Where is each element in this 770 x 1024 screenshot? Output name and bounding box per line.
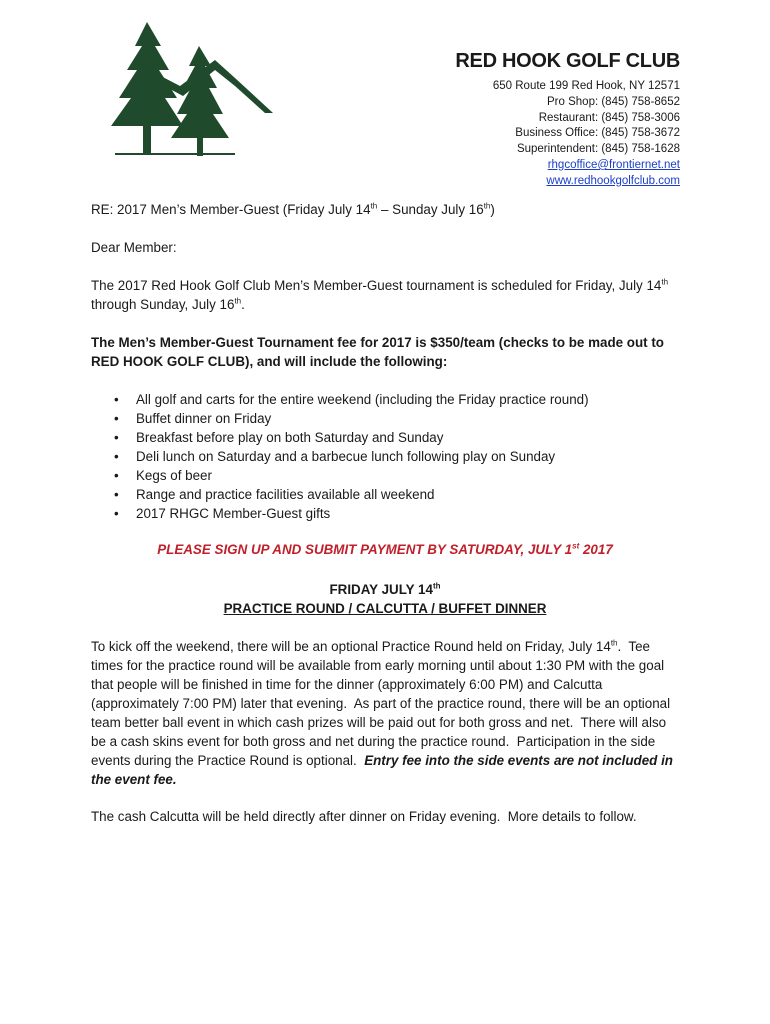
intro-sup-1: th xyxy=(661,277,669,287)
business-office-phone: Business Office: (845) 758-3672 xyxy=(515,127,680,140)
pro-shop-phone: Pro Shop: (845) 758-8652 xyxy=(547,95,680,108)
practice-text-1: To kick off the weekend, there will be an optional Practice Round held on Friday, July 14 xyxy=(91,639,611,654)
friday-subheading: PRACTICE ROUND / CALCUTTA / BUFFET DINNER xyxy=(223,601,547,616)
inclusions-list xyxy=(91,390,589,523)
subject-line xyxy=(91,200,681,219)
subject-sup-1: th xyxy=(370,201,378,211)
letterhead xyxy=(455,50,680,190)
club-name: RED HOOK GOLF CLUB xyxy=(455,50,680,72)
friday-heading-text: FRIDAY JULY 14 xyxy=(329,582,433,597)
list-item: • Deli lunch on Saturday and a barbecue lunch following play on Sunday xyxy=(91,447,589,466)
subject-text-middle: – Sunday July 16 xyxy=(377,202,484,217)
friday-heading-sup: th xyxy=(432,581,441,591)
friday-heading xyxy=(0,580,770,599)
list-item: • Breakfast before play on both Saturday and Sunday xyxy=(91,428,589,447)
club-logo-trees-mountains xyxy=(85,18,275,158)
website-link[interactable]: www.redhookgolfclub.com xyxy=(546,174,680,187)
intro-text-2: through Sunday, July 16 xyxy=(91,297,235,312)
practice-sup: th xyxy=(610,638,618,648)
signup-sup: st xyxy=(572,541,580,551)
list-item: • All golf and carts for the entire weekend (including the Friday practice round) xyxy=(91,390,589,409)
calcutta-note: The cash Calcutta will be held directly after dinner on Friday evening. More details to follow. xyxy=(91,809,637,824)
list-item: • Kegs of beer xyxy=(91,466,589,485)
subject-sup-2: th xyxy=(483,201,491,211)
subject-text: RE: 2017 Men’s Member-Guest (Friday July 14 xyxy=(91,202,371,217)
practice-round-paragraph xyxy=(91,637,681,789)
intro-text: The 2017 Red Hook Golf Club Men’s Member-Guest tournament is scheduled for Friday, July 14 xyxy=(91,278,662,293)
subject-text-end: ) xyxy=(490,202,495,217)
list-item: • Range and practice facilities available all weekend xyxy=(91,485,589,504)
restaurant-phone: Restaurant: (845) 758-3006 xyxy=(538,111,680,124)
practice-text-2: . Tee times for the practice round will be available from early morning until about 1:30 PM with the goal that people will be finished in time for the dinner (approximately 6:00 PM) and Calcutta (approximately 7:00 PM) later that evening. As part of the practice round, there will be an optional team better ball event in which cash prizes will be paid out for both gross and net. There will also be a cash skins event for both gross and net during the practice round. Participation in the side events during the Practice Round is optional. xyxy=(91,639,674,768)
intro-text-3: . xyxy=(241,297,245,312)
intro-paragraph xyxy=(91,276,681,314)
list-item: • 2017 RHGC Member-Guest gifts xyxy=(91,504,589,523)
email-link[interactable]: rhgcoffice@frontiernet.net xyxy=(547,158,680,171)
fee-statement: The Men’s Member-Guest Tournament fee for 2017 is $350/team (checks to be made out to RED HOOK GOLF CLUB), and will include the following: xyxy=(91,335,664,369)
intro-sup-2: th xyxy=(234,296,242,306)
entry-fee-emphasis: Entry fee into the side events are not included in the event fee. xyxy=(91,753,673,787)
salutation: Dear Member: xyxy=(91,240,177,255)
signup-text: PLEASE SIGN UP AND SUBMIT PAYMENT BY SATURDAY, JULY 1 xyxy=(157,542,573,557)
superintendent-phone: Superintendent: (845) 758-1628 xyxy=(516,143,680,156)
signup-year: 2017 xyxy=(579,542,613,557)
list-item: • Buffet dinner on Friday xyxy=(91,409,589,428)
signup-deadline-notice xyxy=(0,542,770,557)
club-address: 650 Route 199 Red Hook, NY 12571 xyxy=(492,80,680,92)
